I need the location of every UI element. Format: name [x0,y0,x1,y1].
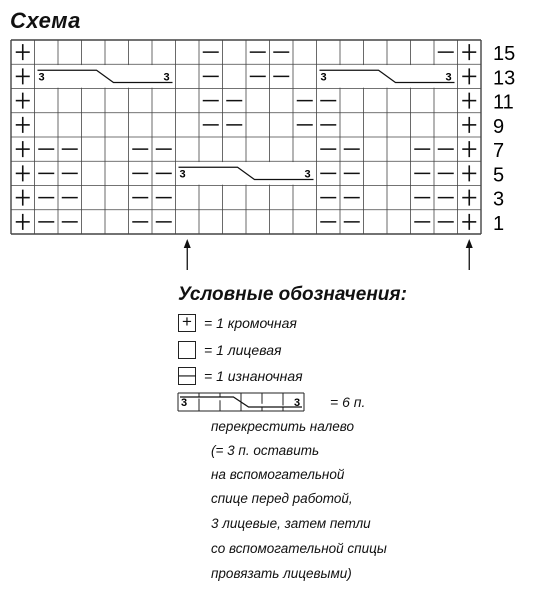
row-number: 1 [493,212,505,235]
plus-icon: + [182,312,192,331]
cable-label: 3 [38,71,45,84]
legend-knit-label: = 1 лицевая [204,342,282,358]
cable-description-line: (= 3 п. оставить [211,443,320,458]
repeat-marker-arrow [184,239,191,248]
row-number: 9 [493,115,505,138]
cable-label: 3 [320,71,327,84]
dash-icon: — [179,365,196,384]
row-number: 11 [493,91,514,114]
cable-description-line: перекрестить налево [211,419,354,434]
legend-edge-label: = 1 кромочная [204,315,297,331]
legend-cable-label: 3 [294,397,301,409]
row-number: 3 [493,188,505,211]
cable-description-line: спице перед работой, [211,491,353,506]
cable-description-line: 3 лицевые, затем петли [211,516,371,531]
repeat-marker-arrow [466,239,473,248]
cable-label: 3 [163,71,170,84]
legend-cable-label: 3 [181,397,188,409]
cable-description-line: провязать лицевыми) [211,566,352,581]
edge-stitch-symbol [178,314,196,332]
cable-description-line: со вспомогательной спицы [211,541,387,556]
row-number: 13 [493,67,516,90]
knit-stitch-symbol [178,341,196,359]
legend-purl-label: = 1 изнаночная [204,368,303,384]
legend-title: Условные обозначения: [178,284,407,305]
cable-description-line: на вспомогательной [211,467,345,482]
purl-stitch-symbol [178,367,196,385]
row-number: 15 [493,43,516,66]
row-number: 7 [493,140,505,163]
row-number: 5 [493,164,505,187]
legend-cable-label: = 6 п. [330,394,366,410]
chart-title: Схема [10,8,81,33]
cable-label: 3 [445,71,452,84]
cable-label: 3 [304,168,311,181]
cable-label: 3 [179,168,186,181]
